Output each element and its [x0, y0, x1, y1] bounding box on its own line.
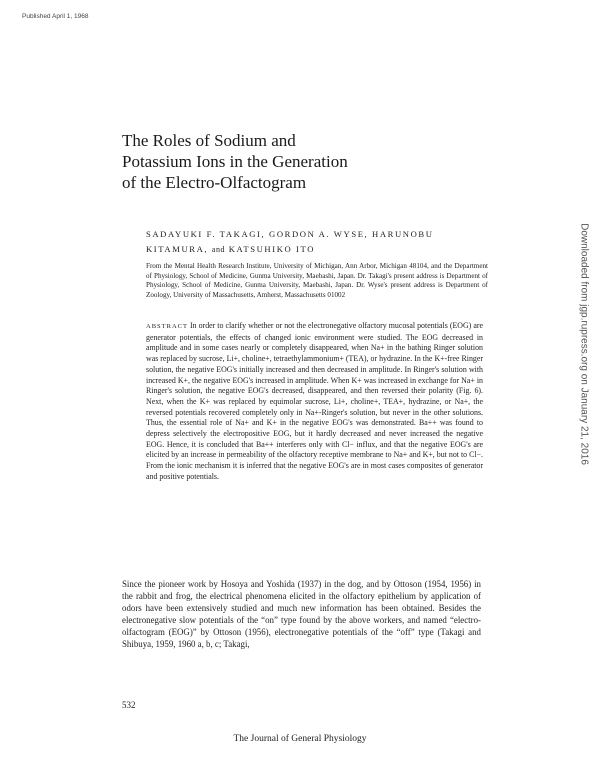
published-date: Published April 1, 1968	[22, 13, 89, 20]
title-line: Potassium Ions in the Generation	[122, 152, 348, 171]
author-conjunction: and	[211, 245, 225, 254]
download-watermark	[578, 178, 590, 510]
body-paragraph: Since the pioneer work by Hosoya and Yoshida (1937) in the dog, and by Ottoson (1954, 1956) in the rabbit and frog, the electrical phenomena elicited in the olfactory epithelium by application of odors have been extensively studied and much new information has been obtained. Besides the electronegative slow potentials of the “on” type found by the above workers, and named “electro-olfactogram (EOG)” by Ottoson (1956), electronegative potentials of the “off” type (Takagi and Shibuya, 1959, 1960 a, b, c; Takagi,	[122, 579, 481, 650]
abstract-text: In order to clarify whether or not the electronegative olfactory mucosal potentials (EOG) are generator potentials, the effects of changed ionic environment were studied. The EOG decreased in amplitude and in some cases nearly or completely disappeared, when Na+ in the bathing Ringer solution was replaced by sucrose, Li+, choline+, tetraethylammonium+ (TEA), or hydrazine. In the K+-free Ringer solution, the negative EOG's initially increased and then decreased in amplitude. In Ringer's solution with increased K+, the negative EOG's increased in amplitude. When K+ was increased in exchange for Na+ in Ringer's solution, the negative EOG's decreased, disappeared, and then reversed their polarity (Fig. 6). Next, when the K+ was replaced by equimolar sucrose, Li+, choline+, TEA+, hydrazine, or Na+, the reversed potentials recovered completely only in Na+-Ringer's solution, but never in the other solutions. Thus, the essential role of Na+ and K+ in the negative EOG's was demonstrated. Ba++ was found to depress selectively the electropositive EOG, but it hardly decreased and never increased the negative EOG. Hence, it is concluded that Ba++ interferes only with Cl− influx, and that the negative EOG's are elicited by an increase in permeability of the olfactory receptive membrane to Na+ and K+, but not to Cl−. From the ionic mechanism it is inferred that the negative EOG's are in most cases composites of generator and positive potentials.	[146, 321, 483, 481]
affiliation: From the Mental Health Research Institute, University of Michigan, Ann Arbor, Michigan 48104, and the Department of Physiology, School of Medicine, Gunma University, Maebashi, Japan. Dr. Takagi's present address is Department of Physiology, School of Medicine, Gunma University, Maebashi, Japan. Dr. Wyse's present address is Department of Zoology, University of Massachusetts, Amherst, Massachusetts 01002	[146, 262, 488, 299]
author-name: KITAMURA,	[146, 244, 209, 254]
journal-footer: The Journal of General Physiology	[233, 734, 367, 744]
article-title	[122, 130, 452, 193]
author-line	[146, 242, 476, 257]
abstract	[146, 321, 483, 483]
title-line: The Roles of Sodium and	[122, 131, 296, 150]
title-line: of the Electro-Olfactogram	[122, 173, 307, 192]
page-number: 532	[122, 700, 136, 710]
abstract-label: ABSTRACT	[146, 323, 188, 330]
author-list	[146, 227, 476, 257]
author-name: KATSUHIKO ITO	[228, 244, 316, 254]
author-line: SADAYUKI F. TAKAGI, GORDON A. WYSE, HARUNOBU	[146, 229, 434, 239]
download-text: Downloaded from jgp.rupress.org on January 21, 2016	[578, 223, 590, 465]
